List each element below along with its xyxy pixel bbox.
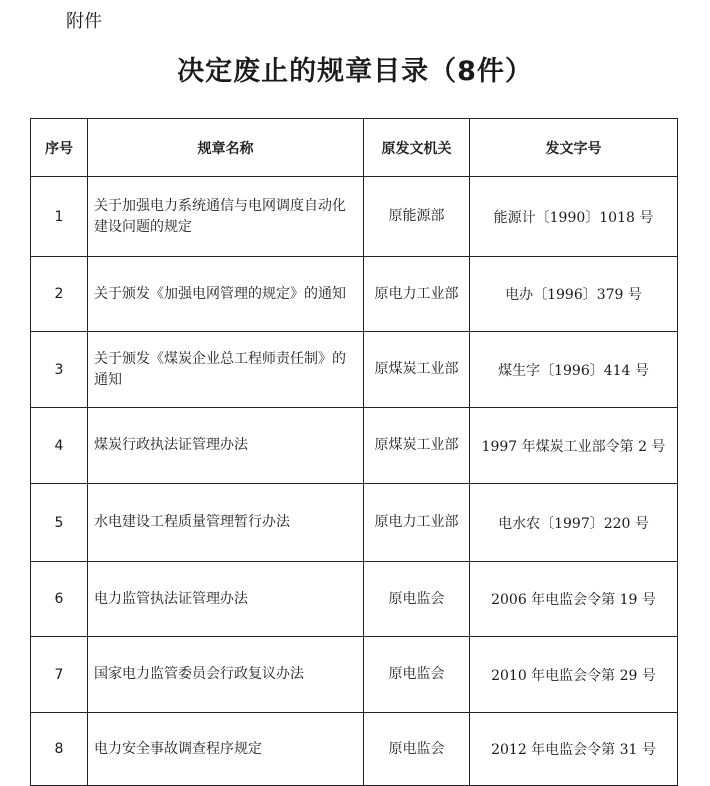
issuing-authority: 原煤炭工业部	[364, 332, 470, 408]
table-row	[31, 713, 678, 786]
issuing-authority: 原电力工业部	[364, 257, 470, 332]
issuing-authority: 原电监会	[364, 562, 470, 637]
row-number: 7	[31, 637, 88, 713]
row-number: 2	[31, 257, 88, 332]
attachment-label: 附件	[66, 11, 102, 32]
row-number: 6	[31, 562, 88, 637]
table-row	[31, 562, 678, 637]
document-number: 电办〔1996〕379 号	[470, 257, 678, 332]
document-number: 能源计〔1990〕1018 号	[470, 177, 678, 257]
row-number: 8	[31, 713, 88, 786]
row-number: 1	[31, 177, 88, 257]
regulation-name: 电力安全事故调查程序规定	[88, 713, 364, 786]
document-number: 2006 年电监会令第 19 号	[470, 562, 678, 637]
table-row	[31, 637, 678, 713]
document-number: 电水农〔1997〕220 号	[470, 484, 678, 562]
regulation-name: 国家电力监管委员会行政复议办法	[88, 637, 364, 713]
regulation-name: 关于颁发《煤炭企业总工程师责任制》的通知	[88, 332, 364, 408]
table-row	[31, 484, 678, 562]
regulation-name: 电力监管执法证管理办法	[88, 562, 364, 637]
document-number: 煤生字〔1996〕414 号	[470, 332, 678, 408]
row-number: 5	[31, 484, 88, 562]
issuing-authority: 原能源部	[364, 177, 470, 257]
table-row	[31, 257, 678, 332]
column-header-name: 规章名称	[88, 119, 364, 177]
column-header-org: 原发文机关	[364, 119, 470, 177]
issuing-authority: 原电监会	[364, 637, 470, 713]
issuing-authority: 原电监会	[364, 713, 470, 786]
table-row	[31, 408, 678, 484]
row-number: 4	[31, 408, 88, 484]
column-header-no: 序号	[31, 119, 88, 177]
regulation-name: 关于颁发《加强电网管理的规定》的通知	[88, 257, 364, 332]
column-header-docno: 发文字号	[470, 119, 678, 177]
issuing-authority: 原煤炭工业部	[364, 408, 470, 484]
regulations-table	[30, 118, 678, 786]
document-number: 2010 年电监会令第 29 号	[470, 637, 678, 713]
table-header-row	[31, 119, 678, 177]
issuing-authority: 原电力工业部	[364, 484, 470, 562]
regulation-name: 水电建设工程质量管理暂行办法	[88, 484, 364, 562]
row-number: 3	[31, 332, 88, 408]
table-row	[31, 332, 678, 408]
document-number: 2012 年电监会令第 31 号	[470, 713, 678, 786]
regulation-name: 煤炭行政执法证管理办法	[88, 408, 364, 484]
document-number: 1997 年煤炭工业部令第 2 号	[470, 408, 678, 484]
page-title: 决定废止的规章目录（8件）	[177, 56, 533, 87]
table-row	[31, 177, 678, 257]
regulation-name: 关于加强电力系统通信与电网调度自动化建设问题的规定	[88, 177, 364, 257]
